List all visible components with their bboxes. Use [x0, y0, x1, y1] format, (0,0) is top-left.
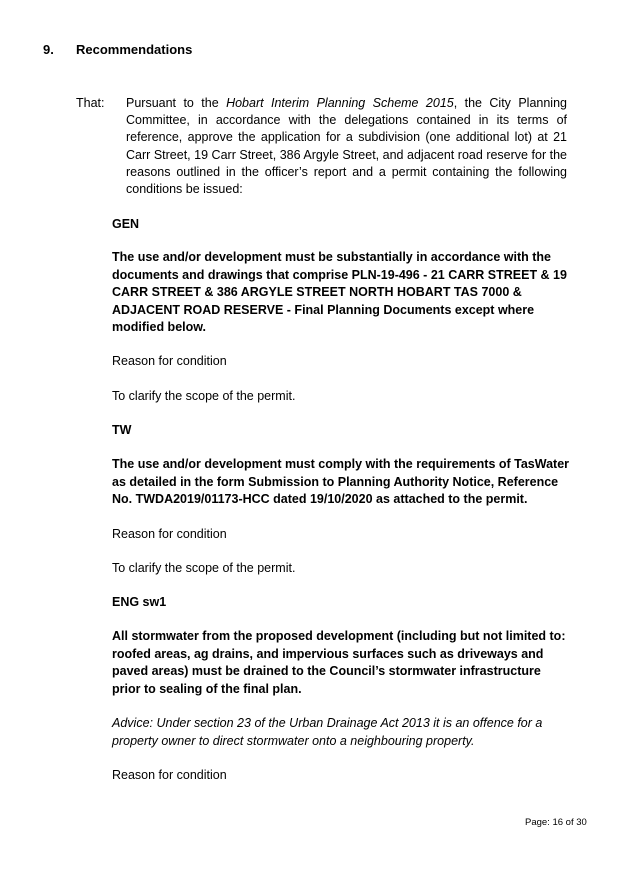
- condition-code-gen: GEN: [112, 217, 140, 231]
- section-title: Recommendations: [76, 42, 193, 57]
- condition-text-gen: The use and/or development must be substantially in accordance with the documents and drawings that comprise PLN-19-496 - 21 CARR STREET & 19 CARR STREET & 386 ARGYLE STREET NORTH HOBART TAS 7000 & ADJACENT ROAD RESERVE - Final Planning Documents except where modified below.: [112, 250, 567, 335]
- recommendation-intro: [126, 95, 567, 198]
- condition-code-eng-sw1: ENG sw1: [112, 595, 167, 609]
- page-number: Page: 16 of 30: [525, 817, 587, 828]
- reason-text-tw: To clarify the scope of the permit.: [112, 561, 296, 575]
- section-number: 9.: [43, 42, 54, 57]
- reason-label-tw: Reason for condition: [112, 527, 227, 541]
- scheme-name: Hobart Interim Planning Scheme 2015: [226, 96, 454, 110]
- intro-prefix: Pursuant to the: [126, 96, 227, 110]
- that-label: That:: [76, 96, 105, 110]
- condition-text-eng-sw1: All stormwater from the proposed development (including but not limited to: roofed areas, ag drains, and impervious surfaces such as driveways and paved areas) must be drained to the Council’s stormwater infrastructure prior to sealing of the final plan.: [112, 629, 566, 696]
- intro-suffix: , the City Planning Committee, in accordance with the delegations contained in its terms of reference, approve the application for a subdivision (one additional lot) at 21 Carr Street, 19 Carr Street, 386 Argyle Street, and adjacent road reserve for the reasons outlined in the officer’s report and a permit containing the following conditions be issued:: [126, 96, 567, 197]
- reason-text-gen: To clarify the scope of the permit.: [112, 389, 296, 403]
- condition-code-tw: TW: [112, 423, 132, 437]
- reason-label-gen: Reason for condition: [112, 354, 227, 368]
- reason-label-eng-sw1: Reason for condition: [112, 768, 227, 782]
- condition-text-tw: The use and/or development must comply with the requirements of TasWater as detailed in the form Submission to Planning Authority Notice, Reference No. TWDA2019/01173-HCC dated 19/10/2020 as attached to the permit.: [112, 457, 570, 507]
- advice-text-eng-sw1: Advice: Under section 23 of the Urban Drainage Act 2013 it is an offence for a property owner to direct stormwater onto a neighbouring property.: [112, 716, 543, 748]
